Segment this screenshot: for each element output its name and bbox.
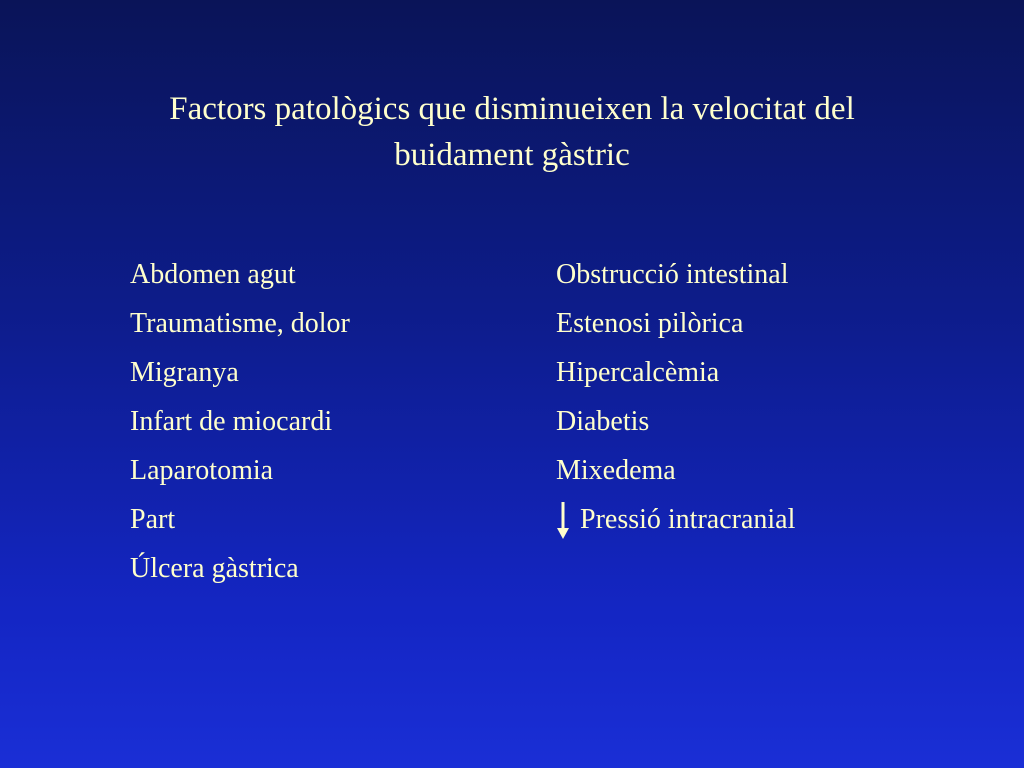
title-line-2: buidament gàstric: [394, 137, 630, 173]
list-item: Traumatisme, dolor: [130, 308, 350, 339]
list-item: Diabetis: [556, 406, 650, 437]
right-factor-list: [556, 253, 795, 547]
list-item-label: Pressió intracranial: [580, 504, 796, 535]
title-line-1: Factors patològics que disminueixen la velocitat del: [169, 91, 855, 127]
list-item: Hipercalcèmia: [556, 357, 720, 388]
list-item: Mixedema: [556, 455, 676, 486]
slide-title: [60, 86, 964, 178]
list-item-with-arrow: [556, 498, 795, 547]
list-item: Laparotomia: [130, 455, 274, 486]
list-item: Migranya: [130, 357, 239, 388]
down-arrow-icon: [556, 500, 570, 540]
left-factor-list: [130, 253, 350, 596]
list-item: Obstrucció intestinal: [556, 259, 789, 290]
list-item: Abdomen agut: [130, 259, 296, 290]
list-item: Part: [130, 504, 176, 535]
list-item: Úlcera gàstrica: [130, 553, 299, 584]
list-item: Infart de miocardi: [130, 406, 333, 437]
list-item: Estenosi pilòrica: [556, 308, 744, 339]
